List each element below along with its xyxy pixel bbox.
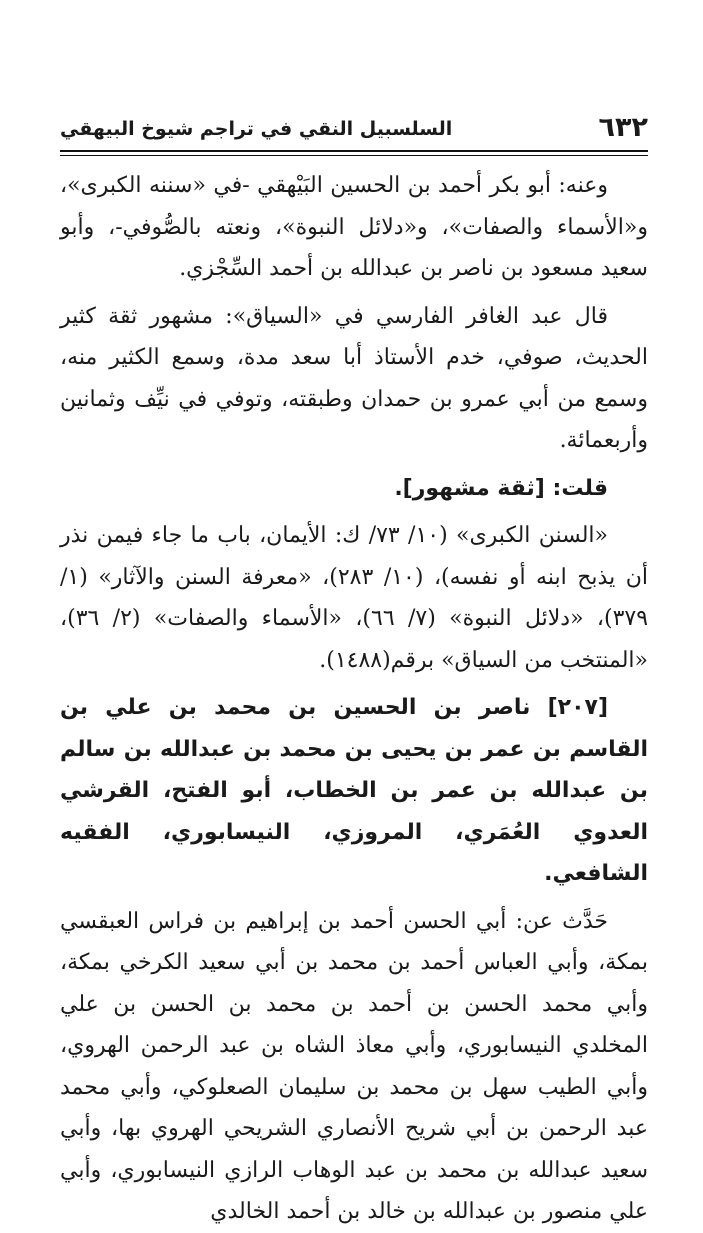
page-number: ٦٣٢ [598, 112, 648, 143]
page-body [60, 165, 649, 1224]
paragraph-abd-al-ghafir-quote: قال عبد الغافر الفارسي في «السياق»: مشهور ثقة كثير الحديث، صوفي، خدم الأستاذ أبا سعد مدة، وسمع الكثير منه، وسمع من أبي عمرو بن حمدان وطبقته، وتوفي في نيِّف وثمانين وأربعمائة. [60, 303, 648, 453]
running-title: السلسبيل النقي في تراجم شيوخ البيهقي [60, 118, 453, 140]
header-rule-thin [60, 155, 648, 156]
paragraph-students: وعنه: أبو بكر أحمد بن الحسين البَيْهقي -في «سننه الكبرى»، و«الأسماء والصفات»، و«دلائل النبوة»، ونعته بالصُّوفي-، وأبو سعيد مسعود بن ناصر بن عبدالله بن أحمد السِّجْزي. [60, 173, 648, 281]
paragraph-entry-207-heading: [٢٠٧] ناصر بن الحسين بن محمد بن علي بن القاسم بن عمر بن يحيى بن محمد بن عبدالله بن سالم بن عبدالله بن عمر بن الخطاب، أبو الفتح، القرشي العدوي العُمَري، المروزي، النيسابوري، الفقيه الشافعي. [60, 695, 648, 886]
header-rule [60, 150, 648, 152]
paragraph-references: «السنن الكبرى» (١٠/ ٧٣/ ك: الأيمان، باب ما جاء فيمن نذر أن يذبح ابنه أو نفسه)، (١٠/ ٢٨٣)، «معرفة السنن والآثار» (١/ ٣٧٩)، «دلائل النبوة» (٧/ ٦٦)، «الأسماء والصفات» (٢/ ٣٦)، «المنتخب من السياق» برقم(١٤٨٨). [60, 523, 649, 673]
page-header [60, 112, 648, 152]
paragraph-narrated-from: حَدَّث عن: أبي الحسن أحمد بن إبراهيم بن فراس العبقسي بمكة، وأبي العباس أحمد بن محمد بن أبي سعيد الكرخي بمكة، وأبي محمد الحسن بن أحمد بن محمد بن الحسن بن علي المخلدي النيسابوري، وأبي معاذ الشاه بن عبد الرحمن الهروي، وأبي الطيب سهل بن محمد بن سليمان الصعلوكي، وأبي محمد عبد الرحمن بن أبي شريح الأنصاري الشريحي الهروي بها، وأبي سعيد عبدالله بن محمد بن عبد الوهاب الرازي النيسابوري، وأبي علي منصور بن عبدالله بن خالد بن أحمد الخالدي [60, 908, 648, 1224]
paragraph-verdict: قلت: [ثقة مشهور]. [394, 475, 608, 501]
